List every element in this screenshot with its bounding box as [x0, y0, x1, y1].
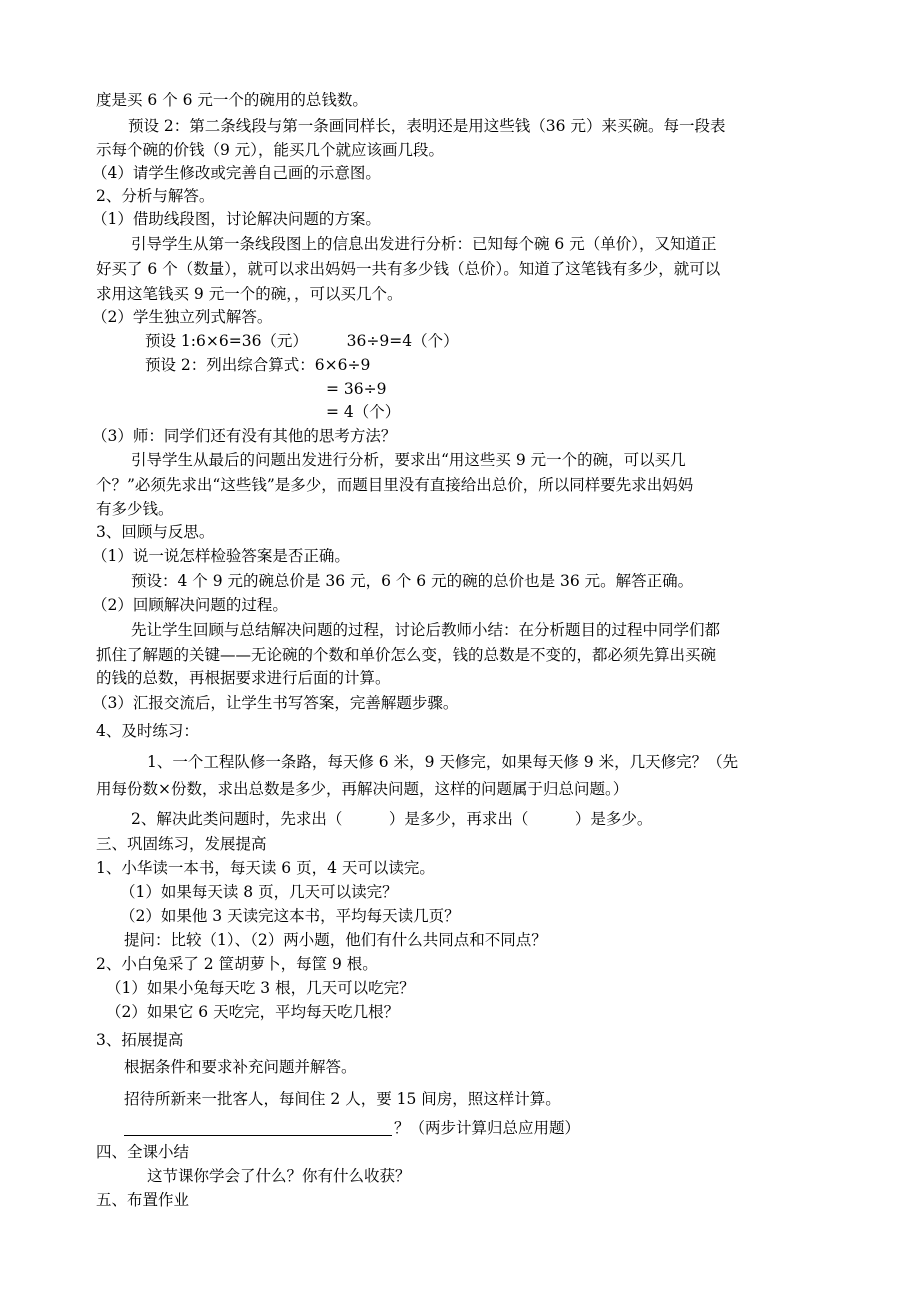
text-line: 的钱的总数，再根据要求进行后面的计算。: [96, 669, 391, 687]
text-line: 先让学生回顾与总结解决问题的过程，讨论后教师小结：在分析题目的过程中同学们都: [131, 621, 721, 639]
section-heading: 4、及时练习：: [96, 722, 199, 740]
text-line: 根据条件和要求补充问题并解答。: [124, 1058, 357, 1076]
text-line: 2、小白兔采了 2 筐胡萝卜，每筐 9 根。: [96, 955, 378, 973]
section-heading: 三、巩固练习，发展提高: [96, 835, 267, 853]
text-line: （1）如果小兔每天吃 3 根，几天可以吃完？: [106, 979, 415, 997]
text-line: 这节课你学会了什么？你有什么收获？: [147, 1167, 411, 1185]
text-line: 1、小华读一本书，每天读 6 页，4 天可以读完。: [96, 859, 435, 877]
text-line: 个？”必须先求出“这些钱”是多少，而题目里没有直接给出总价，所以同样要先求出妈妈: [96, 476, 694, 494]
text-line: 求用这笔钱买 9 元一个的碗，，可以买几个。: [96, 285, 403, 303]
section-heading: 四、全课小结: [96, 1143, 190, 1161]
text-line: （3）汇报交流后，让学生书写答案，完善解题步骤。: [92, 694, 459, 712]
text-line: 度是买 6 个 6 元一个的碗用的总钱数。: [96, 91, 368, 109]
section-heading: 五、布置作业: [96, 1191, 190, 1209]
answer-line-label: ？（两步计算归总应用题）: [394, 1119, 581, 1137]
answer-line: [124, 1117, 580, 1139]
formula-line: 预设 2：列出综合算式：6×6÷9: [145, 356, 371, 374]
text-line: （1）如果每天读 8 页，几天可以读完？: [120, 883, 398, 901]
text-line: 招待所新来一批客人，每间住 2 人，要 15 间房，照这样计算。: [124, 1090, 561, 1108]
text-line: （3）师：同学们还有没有其他的思考方法？: [92, 427, 397, 445]
text-line: 预设 2：第二条线段与第一条画同样长，表明还是用这些钱（36 元）来买碗。每一段表: [128, 117, 726, 135]
formula-line: = 36÷9: [326, 380, 387, 398]
text-line: 预设：4 个 9 元的碗总价是 36 元，6 个 6 元的碗的总价也是 36 元。解答正确。: [131, 572, 694, 590]
text-line: （2）学生独立列式解答。: [92, 308, 273, 326]
text-line: 引导学生从最后的问题出发进行分析，要求出“用这些买 9 元一个的碗，可以买几: [131, 451, 686, 469]
text-line: （4）请学生修改或完善自己画的示意图。: [92, 164, 381, 182]
text-line: 示每个碗的价钱（9 元），能买几个就应该画几段。: [96, 141, 445, 159]
text-line: 好买了 6 个（数量），就可以求出妈妈一共有多少钱（总价）。知道了这笔钱有多少，就可以: [96, 260, 721, 278]
text-line: 2、解决此类问题时，先求出（ ）是多少，再求出（ ）是多少。: [131, 810, 653, 828]
formula-line: = 4（个）: [326, 403, 401, 421]
text-line: （2）回顾解决问题的过程。: [92, 596, 288, 614]
text-line: （1）说一说怎样检验答案是否正确。: [92, 547, 350, 565]
text-line: 1、一个工程队修一条路，每天修 6 米，9 天修完，如果每天修 9 米，几天修完？（先: [147, 753, 739, 771]
text-line: （2）如果它 6 天吃完，平均每天吃几根？: [106, 1003, 400, 1021]
section-heading: 2、分析与解答。: [96, 187, 215, 205]
text-line: 有多少钱。: [96, 500, 174, 518]
text-line: （1）借助线段图，讨论解决问题的方案。: [92, 210, 381, 228]
text-line: 抓住了解题的关键——无论碗的个数和单价怎么变，钱的总数是不变的，都必须先算出买碗: [96, 646, 717, 664]
text-line: 提问：比较（1）、（2）两小题，他们有什么共同点和不同点？: [124, 931, 547, 949]
section-heading: 3、回顾与反思。: [96, 523, 215, 541]
text-line: 引导学生从第一条线段图上的信息出发进行分析：已知每个碗 6 元（单价），又知道正: [131, 235, 717, 253]
answer-blank: [124, 1119, 392, 1136]
section-heading: 3、拓展提高: [96, 1031, 184, 1049]
text-line: （2）如果他 3 天读完这本书，平均每天读几页？: [120, 907, 460, 925]
formula-line: 预设 1:6×6=36（元） 36÷9=4（个）: [145, 332, 459, 350]
text-line: 用每份数×份数，求出总数是多少，再解决问题，这样的问题属于归总问题。）: [96, 780, 629, 798]
